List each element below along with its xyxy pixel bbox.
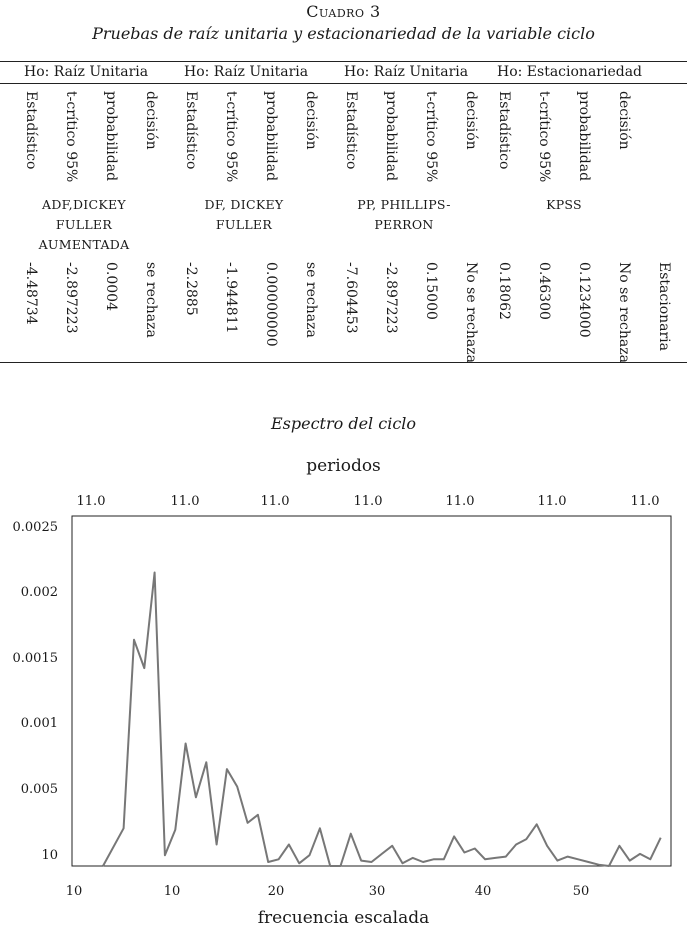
table-header-rule	[0, 83, 687, 84]
hypothesis-header: Ho: Raíz Unitaria	[24, 64, 149, 80]
test-name	[9, 195, 159, 255]
table-label: Cuadro 3	[306, 2, 381, 21]
table-value: Estacionaria	[656, 262, 672, 352]
test-name-line: FULLER	[55, 217, 113, 232]
column-header: t-crítico 95%	[423, 91, 439, 183]
test-name-line: KPSS	[546, 197, 582, 212]
test-name	[169, 195, 319, 235]
test-name-line: PERRON	[374, 217, 434, 232]
test-name	[489, 195, 639, 215]
x-tick-label: 10	[65, 884, 83, 899]
test-name-line: AUMENTADA	[38, 237, 130, 252]
y-tick-label: 0.001	[20, 716, 58, 731]
column-header: probabilidad	[383, 91, 399, 182]
column-header: t-crítico 95%	[223, 91, 239, 183]
table-value: 0.00000000	[263, 262, 279, 347]
hypothesis-header: Ho: Raíz Unitaria	[184, 64, 309, 80]
column-header: Estadístico	[343, 91, 359, 170]
y-tick-label: 0.005	[20, 782, 58, 797]
test-name-line: DF, DICKEY	[204, 197, 284, 212]
table-bottom-rule	[0, 362, 687, 363]
top-tick-label: 11.0	[630, 494, 660, 509]
table-value: -1.944811	[223, 262, 239, 334]
y-tick-label: 0.002	[20, 585, 58, 600]
spectrum-line	[103, 573, 661, 867]
table-value: se rechaza	[143, 262, 159, 338]
column-header: Estadístico	[183, 91, 199, 170]
table-value: No se rechaza	[616, 262, 632, 363]
test-name-line: ADF,DICKEY	[42, 197, 126, 212]
top-tick-label: 11.0	[445, 494, 475, 509]
column-header: Estadístico	[496, 91, 512, 170]
y-tick-label: 10	[41, 848, 58, 863]
table-value: 0.46300	[536, 262, 552, 320]
x-tick-label: 50	[572, 884, 590, 899]
column-header: decisión	[616, 91, 632, 150]
top-tick-label: 11.0	[537, 494, 567, 509]
top-tick-label: 11.0	[76, 494, 106, 509]
x-tick-label: 30	[368, 884, 386, 899]
test-name-line: FULLER	[215, 217, 273, 232]
top-tick-label: 11.0	[353, 494, 383, 509]
table-value: 0.1234000	[576, 262, 592, 338]
column-header: probabilidad	[103, 91, 119, 182]
x-axis-label: frecuencia escalada	[257, 908, 430, 928]
column-header: probabilidad	[263, 91, 279, 182]
top-tick-label: 11.0	[260, 494, 290, 509]
column-header: t-crítico 95%	[536, 91, 552, 183]
hypothesis-header: Ho: Estacionariedad	[497, 64, 643, 80]
x-tick-label: 40	[474, 884, 492, 899]
y-tick-label: 0.0015	[12, 651, 58, 666]
chart-title: Espectro del ciclo	[270, 414, 417, 433]
y-tick-label: 0.0025	[12, 520, 58, 535]
table-top-rule	[0, 61, 687, 62]
table-value: -2.897223	[63, 262, 79, 334]
column-header: decisión	[463, 91, 479, 150]
top-axis-label: periodos	[306, 456, 381, 476]
table-value: -2.2885	[183, 262, 199, 316]
table-value: se rechaza	[303, 262, 319, 338]
table-caption: Pruebas de raíz unitaria y estacionariedad de la variable ciclo	[92, 24, 595, 43]
table-value: No se rechaza	[463, 262, 479, 363]
top-tick-label: 11.0	[170, 494, 200, 509]
column-header: decisión	[303, 91, 319, 150]
plot-frame	[72, 516, 671, 866]
table-value: 0.0004	[103, 262, 119, 311]
spectrum-chart	[0, 480, 687, 910]
table-value: 0.15000	[423, 262, 439, 320]
column-header: probabilidad	[576, 91, 592, 182]
hypothesis-header: Ho: Raíz Unitaria	[344, 64, 469, 80]
table-value: -2.897223	[383, 262, 399, 334]
column-header: t-crítico 95%	[63, 91, 79, 183]
x-tick-label: 20	[267, 884, 285, 899]
test-name-line: PP, PHILLIPS-	[357, 197, 451, 212]
table-value: -7.604453	[343, 262, 359, 334]
x-tick-label: 10	[163, 884, 181, 899]
column-header: Estadístico	[23, 91, 39, 170]
column-header: decisión	[143, 91, 159, 150]
test-name	[329, 195, 479, 235]
table-value: 0.18062	[496, 262, 512, 320]
table-value: -4.48734	[23, 262, 39, 325]
